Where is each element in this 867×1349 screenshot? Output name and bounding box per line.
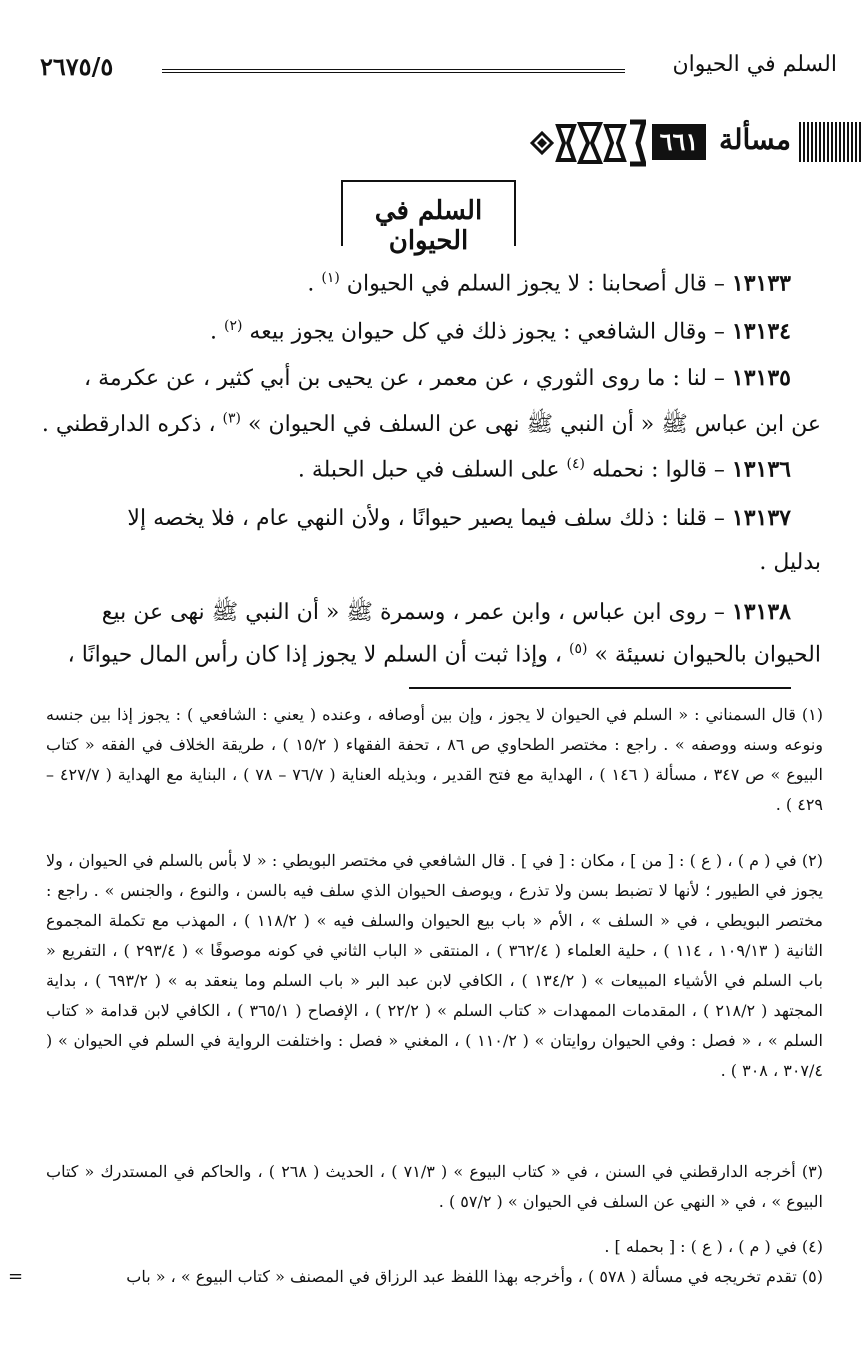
paragraph-text: الحيوان بالحيوان نسيئة » — [587, 642, 821, 668]
paragraph — [40, 456, 791, 482]
footnote-ref: (٣) — [222, 410, 242, 427]
paragraph-text-end: على السلف في حبل الحبلة . — [297, 457, 567, 483]
footnote-3: (٣) أخرجه الدارقطني في السنن ، في « كتاب البيوع » ( ٧١/٣ ) ، الحديث ( ٢٦٨ ) ، والحاكم في المستدرك « كتاب البيوع » ، في « النهي عن السلف في الحيوان » ( ٥٧/٢ ) . — [46, 1162, 823, 1211]
paragraph-number: ١٣١٣٥ — [731, 365, 791, 391]
paragraph-text: – وقال الشافعي : يجوز ذلك في كل حيوان يجوز بيعه — [242, 319, 732, 345]
paragraph-text: – قالوا : نحمله — [585, 457, 732, 483]
header-rule — [162, 69, 625, 73]
masala-banner — [528, 118, 861, 168]
section-title-box — [341, 180, 516, 256]
paragraph-text: – روى ابن عباس ، وابن عمر ، وسمرة ﷺ « أن النبي ﷺ نهى عن بيع — [101, 600, 732, 625]
paragraph-text-end: . — [307, 271, 322, 297]
paragraph-text-end: ، ذكره الدارقطني . — [41, 412, 223, 437]
paragraph-continuation — [40, 550, 821, 575]
footnote-ref: (١) — [321, 270, 340, 286]
masala-label: مسألة — [718, 123, 791, 156]
section-title: السلم في الحيوان — [374, 196, 483, 256]
footnote-ref: (٢) — [223, 318, 243, 334]
paragraph-text: عن ابن عباس ﷺ « أن النبي ﷺ نهى عن السلف في الحيوان » — [241, 412, 821, 437]
paragraph-text: – قال أصحابنا : لا يجوز السلم في الحيوان — [339, 271, 732, 297]
paragraph-text-end: ، وإذا ثبت أن السلم لا يجوز إذا كان رأس المال حيوانًا ، — [67, 642, 569, 668]
paragraph-continuation — [40, 410, 821, 442]
footnote-divider — [409, 687, 791, 689]
paragraph-continuation — [40, 641, 821, 667]
footnote-4: (٤) في ( م ) ، ( ع ) : [ بحمله ] . — [604, 1237, 823, 1256]
masala-number: ٦٦١ — [652, 124, 706, 160]
geometric-ornament-icon — [528, 118, 646, 168]
footnote-5: (٥) تقدم تخريجه في مسألة ( ٥٧٨ ) ، وأخرجه بهذا اللفظ عبد الرزاق في المصنف « كتاب البيوع » ، « باب — [126, 1267, 823, 1286]
footnote-ref: (٥) — [568, 641, 588, 657]
paragraph — [40, 270, 791, 296]
paragraph-number: ١٣١٣٣ — [731, 270, 791, 297]
paragraph-number: ١٣١٣٨ — [731, 599, 791, 625]
chapter-title: السلم في الحيوان — [672, 52, 837, 77]
paragraph-text-end: . — [209, 319, 224, 345]
paragraph — [40, 505, 791, 531]
paragraph-number: ١٣١٣٦ — [731, 456, 791, 483]
paragraph — [40, 598, 791, 630]
paragraph — [40, 365, 791, 391]
continuation-mark: = — [8, 1266, 24, 1287]
paragraph-number: ١٣١٣٧ — [731, 505, 791, 531]
paragraph-number: ١٣١٣٤ — [731, 318, 791, 345]
footnote-2: (٢) في ( م ) ، ( ع ) : [ من ] ، مكان : [ في ] . قال الشافعي في مختصر البويطي : « لا بأس بالسلم في الحيوان ، ولا يجوز في الطيور ؛ لأنها لا تضبط بسن ولا تذرع ، ويوصف الحيوان الذي سلف فيه بالسن ، والنوع ، والجنس » . راجع : مختصر البويطي ، في « السلف » ، الأم « باب بيع الحيوان والسلف فيه » ( ١١٨/٢ ) ، المهذب مع تكملة المجموع الثانية ( ١٠٩/١٣ ، ١١٤ ) ، حلية العلماء ( ٣٦٢/٤ ) ، المنتقى « الباب الثاني في كونه موصوفًا » ( ٢٩٣/٤ ) ، التفريع « باب السلم في الأشياء المبيعات » ( ١٣٤/٢ ) ، الكافي لابن عبد البر « باب السلم وما ينعقد به » ( ٦٩٣/٢ ) ، بداية المجتهد ( ٢١٨/٢ ) ، المقدمات الممهدات « كتاب السلم » ( ٢٢/٢ ) ، الإفصاح ( ٣٦٥/١ ) ، الكافي لابن قدامة « كتاب السلم » ، « فصل : وفي الحيوان روايتان » ( ١١٠/٢ ) ، المغني « فصل : واختلفت الرواية في السلم في الحيوان » ( ٣٠٧/٤ ، ٣٠٨ ) . — [46, 851, 824, 1080]
paragraph-text: – لنا : ما روى الثوري ، عن معمر ، عن يحيى بن أبي كثير ، عن عكرمة ، — [84, 366, 732, 391]
paragraph-text: – قلنا : ذلك سلف فيما يصير حيوانًا ، ولأن النهي عام ، فلا يخصه إلا — [127, 506, 732, 531]
running-header — [40, 52, 837, 88]
footnote-ref: (٤) — [566, 456, 585, 472]
paragraph — [40, 318, 791, 344]
page-number: ٢٦٧٥/٥ — [40, 52, 114, 81]
paragraph-text: بدليل . — [759, 550, 821, 575]
stripes-ornament — [799, 122, 861, 162]
footnote-1: (١) قال السمناني : « السلم في الحيوان لا يجوز ، وإن بين أوصافه ، وعنده ( يعني : الشافعي ) : يجوز إذا بين جنسه ونوعه وسنه ووصفه » . راجع : مختصر الطحاوي ص ٨٦ ، تحفة الفقهاء ( ١٥/٢ ) ، طريقة الخلاف في الفقه « كتاب البيوع » ص ٣٤٧ ، مسألة ( ١٤٦ ) ، الهداية مع فتح القدير ، وبذيله العناية ( ٧٦/٧ – ٧٨ ) ، البناية مع الهداية ( ٤٢٧/٧ – ٤٢٩ ) . — [46, 705, 824, 814]
